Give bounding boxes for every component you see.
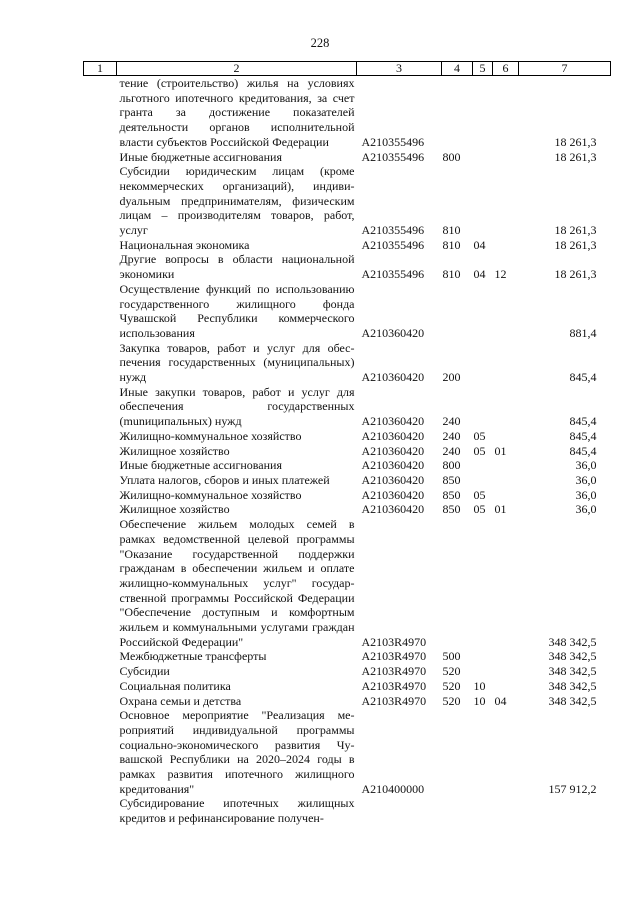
row-code: A210360420 (361, 370, 425, 385)
row-col-4: 800 (442, 458, 461, 473)
table-row (84, 796, 611, 825)
row-col-4: 240 (442, 443, 461, 458)
row-col-6 (493, 488, 519, 503)
row-col-5: 10 (473, 678, 486, 693)
row-sum: 348 342,5 (548, 693, 597, 708)
row-col-4: 800 (442, 149, 461, 164)
header-cell-3: 3 (357, 62, 442, 76)
row-col-4: 810 (442, 267, 461, 282)
row-name: Другие вопросы в области национальной экономики (119, 252, 355, 282)
row-name: Иные бюджетные ассигнования (119, 149, 282, 164)
row-col-5: 05 (473, 443, 486, 458)
row-sum: 18 261,3 (554, 237, 597, 252)
row-sum: 881,4 (569, 325, 597, 340)
row-sum: 348 342,5 (548, 678, 597, 693)
row-col-4: 240 (442, 428, 461, 443)
row-sum (519, 796, 611, 825)
row-code: A210355496 (361, 134, 425, 149)
page-number: 228 (310, 36, 330, 50)
row-col-4: 850 (442, 487, 461, 502)
table-row (84, 150, 611, 165)
table-row (84, 444, 611, 459)
row-name: Уплата налогов, сборов и иных платежей (119, 472, 330, 487)
row-name: Жилищно-коммунальное хозяйство (119, 487, 302, 502)
row-code: A210355496 (361, 237, 425, 252)
row-name: Субсидии (119, 664, 170, 679)
empty-cell (84, 517, 117, 649)
row-sum: 18 261,3 (554, 267, 597, 282)
table-row (84, 708, 611, 796)
row-col-4: 520 (442, 664, 461, 679)
row-col-4: 200 (442, 370, 461, 385)
row-code: A210400000 (361, 781, 425, 796)
row-col-4: 500 (442, 649, 461, 664)
row-code: A210360420 (361, 414, 425, 429)
table-row (84, 649, 611, 664)
row-col-6: 01 (494, 502, 507, 517)
row-sum: 845,4 (569, 414, 597, 429)
row-col-5 (473, 517, 493, 649)
row-col-6: 12 (494, 267, 507, 282)
row-name: Национальная экономика (119, 237, 250, 252)
row-col-5 (473, 708, 493, 796)
row-col-4 (442, 796, 473, 825)
row-sum: 18 261,3 (554, 223, 597, 238)
row-col-6 (493, 76, 519, 150)
row-name: тение (строительство) жилья на условиях льготного ипотечного кредитования, за счет гранта за достижение показателей деятельности органов исполнительной власти субъектов Российской Федерации (119, 76, 355, 149)
row-name: Иные бюджетные ассигнования (119, 458, 282, 473)
row-code: A210360420 (361, 487, 425, 502)
header-cell-5: 5 (473, 62, 493, 76)
row-code: A210355496 (361, 149, 425, 164)
table-row (84, 252, 611, 281)
empty-cell (84, 164, 117, 238)
row-col-6 (493, 458, 519, 473)
row-col-6 (493, 708, 519, 796)
table-row (84, 694, 611, 709)
empty-cell (84, 458, 117, 473)
empty-cell (84, 796, 117, 825)
empty-cell (84, 649, 117, 664)
row-code: A2103R4970 (361, 693, 427, 708)
row-code: A2103R4970 (361, 649, 427, 664)
header-cell-6: 6 (493, 62, 519, 76)
row-code: A210355496 (361, 267, 425, 282)
empty-cell (84, 385, 117, 429)
row-name: Иные закупки товаров, работ и услуг для обеспечения государственных (munиципальных) нужд (119, 384, 355, 429)
table-row (84, 238, 611, 253)
row-name: Социальная политика (119, 678, 231, 693)
row-col-6: 04 (494, 693, 507, 708)
row-sum: 36,0 (575, 487, 597, 502)
row-col-4: 520 (442, 693, 461, 708)
header-cell-7: 7 (519, 62, 611, 76)
row-col-6 (493, 282, 519, 341)
table-row (84, 488, 611, 503)
empty-cell (84, 502, 117, 517)
row-sum: 845,4 (569, 428, 597, 443)
row-col-5 (473, 649, 493, 664)
empty-cell (84, 473, 117, 488)
row-name: Субсидирование ипотечных жилищных кредитов и рефинансирование получен- (119, 796, 355, 826)
empty-cell (84, 488, 117, 503)
row-col-5 (473, 164, 493, 238)
row-sum: 157 912,2 (548, 781, 597, 796)
row-code: A210360420 (361, 502, 425, 517)
row-code (357, 796, 442, 825)
row-col-6 (493, 150, 519, 165)
table-row (84, 385, 611, 429)
row-code: A210360420 (361, 443, 425, 458)
table-row (84, 282, 611, 341)
row-code: A210360420 (361, 458, 425, 473)
row-sum: 18 261,3 (554, 149, 597, 164)
row-name: Жилищное хозяйство (119, 502, 230, 517)
row-col-5: 04 (473, 267, 486, 282)
header-cell-1: 1 (84, 62, 117, 76)
row-sum: 348 342,5 (548, 634, 597, 649)
table-row (84, 429, 611, 444)
empty-cell (84, 708, 117, 796)
table-row (84, 473, 611, 488)
row-col-6 (493, 473, 519, 488)
row-col-6 (493, 649, 519, 664)
row-col-4: 520 (442, 678, 461, 693)
row-sum: 36,0 (575, 472, 597, 487)
table-row (84, 679, 611, 694)
row-code: A2103R4970 (361, 664, 427, 679)
row-col-5: 05 (473, 502, 486, 517)
row-col-4: 810 (442, 237, 461, 252)
row-col-5 (473, 341, 493, 385)
row-col-6 (493, 429, 519, 444)
row-col-6 (493, 164, 519, 238)
row-col-4: 810 (442, 223, 461, 238)
row-col-6 (493, 664, 519, 679)
row-col-4 (442, 708, 473, 796)
table-row (84, 341, 611, 385)
row-col-5 (473, 282, 493, 341)
empty-cell (84, 679, 117, 694)
empty-cell (84, 76, 117, 150)
row-col-4: 850 (442, 502, 461, 517)
row-sum: 348 342,5 (548, 649, 597, 664)
row-col-6 (493, 679, 519, 694)
header-cell-4: 4 (442, 62, 473, 76)
empty-cell (84, 664, 117, 679)
row-col-5: 05 (473, 487, 486, 502)
row-col-5 (473, 385, 493, 429)
row-code: A210355496 (361, 223, 425, 238)
row-sum: 18 261,3 (554, 134, 597, 149)
row-sum: 36,0 (575, 502, 597, 517)
empty-cell (84, 252, 117, 281)
header-row (84, 62, 611, 76)
row-col-5 (473, 796, 493, 825)
row-name: Жилищно-коммунальное хозяйство (119, 428, 302, 443)
budget-table (83, 61, 611, 826)
row-sum: 36,0 (575, 458, 597, 473)
row-col-6 (493, 517, 519, 649)
row-col-4: 240 (442, 414, 461, 429)
table-row (84, 76, 611, 150)
table-row (84, 517, 611, 649)
row-name: Межбюджетные трансферты (119, 649, 267, 664)
empty-cell (84, 238, 117, 253)
row-col-5 (473, 76, 493, 150)
row-name: Основное мероприятие "Реализация мероприятий индивидуальной программы социально-экономического развития Чувашской Республики на 2020–2024 годы в рамках развития ипотечного жилищного кредитования" (119, 708, 355, 796)
empty-cell (84, 341, 117, 385)
row-col-5 (473, 664, 493, 679)
row-code: A210360420 (361, 472, 425, 487)
row-col-6 (493, 238, 519, 253)
table-row (84, 502, 611, 517)
row-code: A2103R4970 (361, 678, 427, 693)
row-name: Субсидии юридическим лицам (кроме некоммерческих организаций), индивиdуальным предпринимателям, физическим лицам – производителям товаров, работ, услуг (119, 164, 355, 238)
header-cell-2: 2 (117, 62, 357, 76)
row-col-6 (493, 796, 519, 825)
empty-cell (84, 444, 117, 459)
empty-cell (84, 282, 117, 341)
row-col-5 (473, 150, 493, 165)
row-sum: 348 342,5 (548, 664, 597, 679)
table-row (84, 664, 611, 679)
row-sum: 845,4 (569, 370, 597, 385)
row-col-4 (442, 76, 473, 150)
row-code: A2103R4970 (361, 634, 427, 649)
row-col-6: 01 (494, 443, 507, 458)
row-name: Осуществление функций по использованию государственного жилищного фонда Чувашской Республики коммерческого использования (119, 281, 355, 340)
row-col-5: 05 (473, 428, 486, 443)
row-col-5 (473, 458, 493, 473)
empty-cell (84, 150, 117, 165)
row-name: Охрана семьи и детства (119, 693, 242, 708)
table-row (84, 458, 611, 473)
row-col-4: 850 (442, 472, 461, 487)
row-col-4 (442, 517, 473, 649)
row-code: A210360420 (361, 428, 425, 443)
empty-cell (84, 694, 117, 709)
row-col-4 (442, 282, 473, 341)
row-name: Жилищное хозяйство (119, 443, 230, 458)
row-sum: 845,4 (569, 443, 597, 458)
row-col-6 (493, 385, 519, 429)
row-col-5: 04 (473, 237, 486, 252)
row-col-5: 10 (473, 693, 486, 708)
row-col-5 (473, 473, 493, 488)
empty-cell (84, 429, 117, 444)
row-name: Закупка товаров, работ и услуг для обеспечения государственных (муниципальных) нужд (119, 340, 355, 385)
row-col-6 (493, 341, 519, 385)
row-code: A210360420 (361, 325, 425, 340)
row-name: Обеспечение жильем молодых семей в рамках ведомственной целевой программы "Оказание государственной поддержки гражданам в обеспечении жильем и оплате жилищно-коммунальных услуг" государственной программы Российской Федерации "Обеспечение доступным и комфортным жильем и коммунальными услугами граждан Российской Федерации" (119, 517, 355, 649)
table-row (84, 164, 611, 238)
